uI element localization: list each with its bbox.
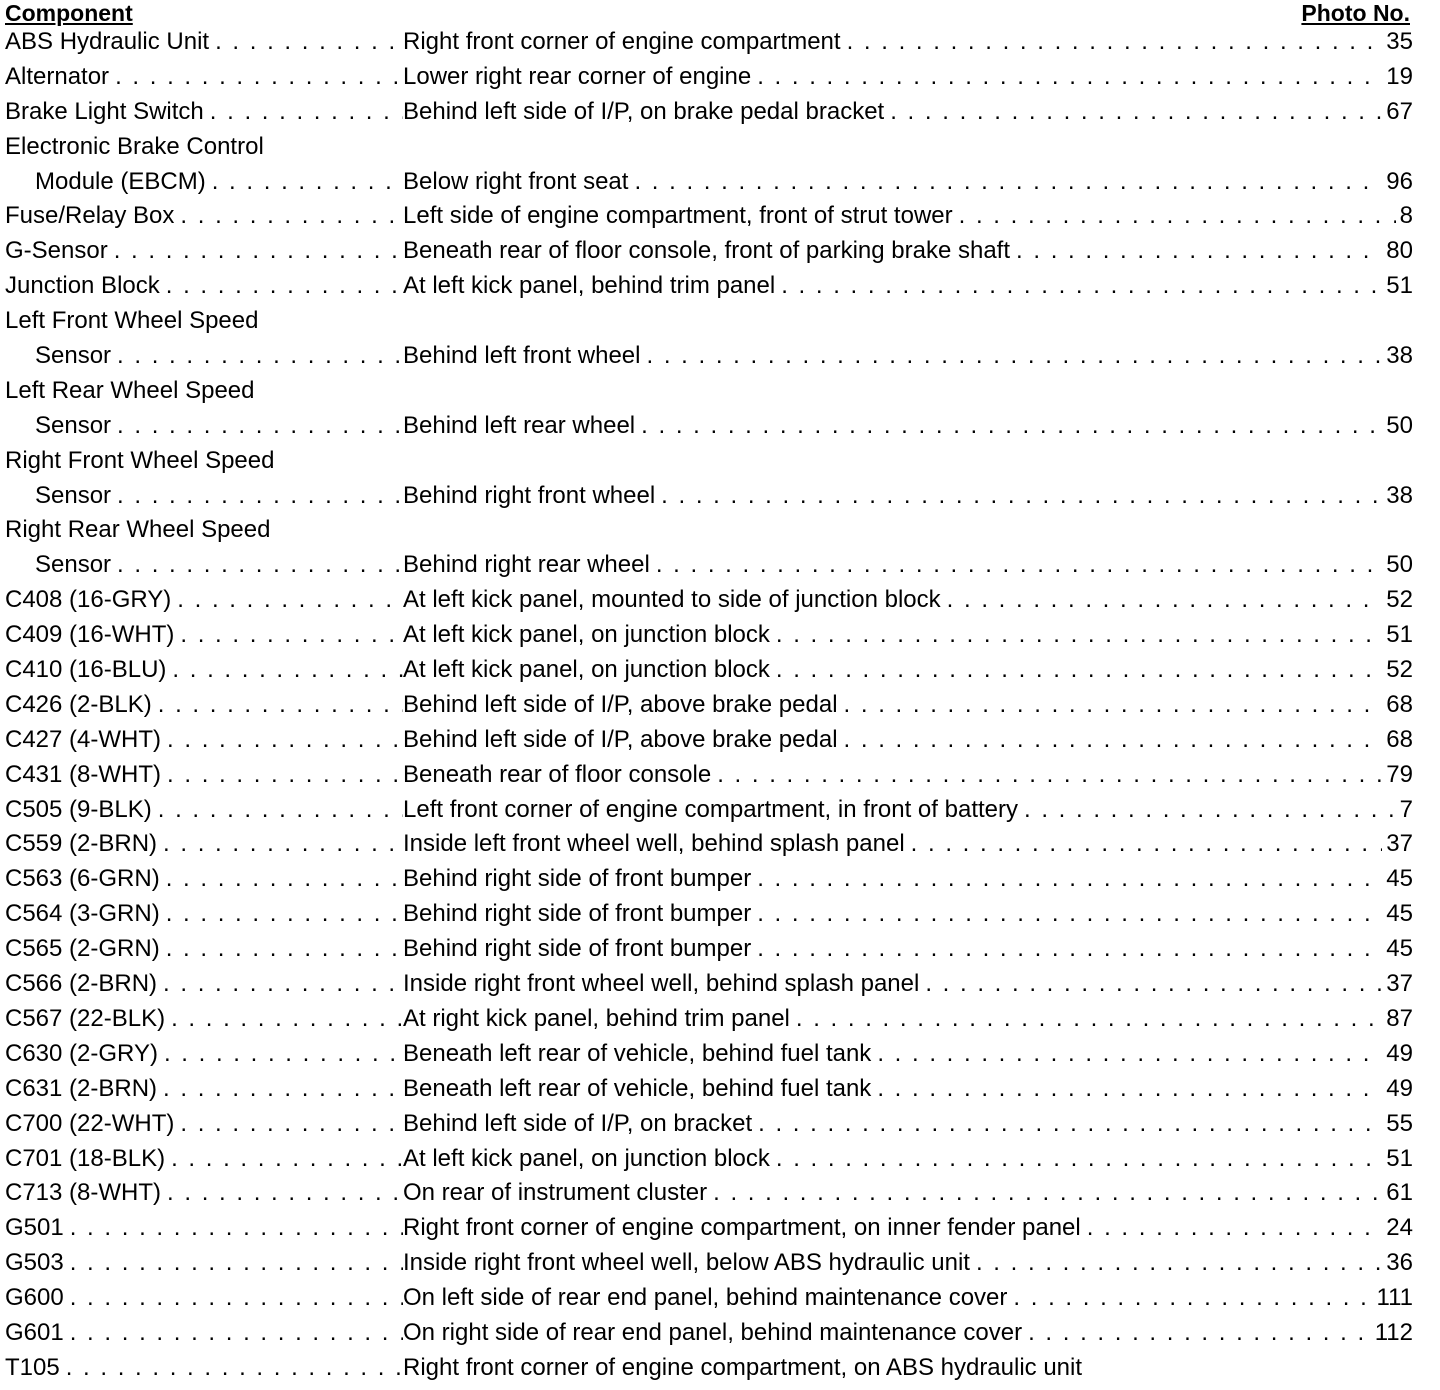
dot-leader (117, 548, 403, 583)
component-name: C565 (2-GRN) (5, 935, 160, 963)
table-row (5, 1351, 1413, 1386)
component-cell (5, 827, 403, 862)
table-row (5, 374, 1413, 409)
dot-leader (163, 827, 403, 862)
location-cell (403, 827, 1413, 862)
component-cell (5, 165, 403, 200)
photo-number: 79 (1386, 760, 1413, 788)
photo-number: 19 (1386, 62, 1413, 90)
table-row (5, 618, 1413, 653)
dot-leader (877, 1072, 1382, 1107)
photo-number: 45 (1386, 935, 1413, 963)
location-cell (403, 897, 1413, 932)
component-name: Module (EBCM) (35, 167, 206, 195)
component-column-header: Component (5, 0, 133, 26)
location-text: Left side of engine compartment, front of strut tower (403, 202, 953, 230)
component-name: Sensor (35, 411, 112, 439)
table-row (5, 165, 1413, 200)
component-name: Left Rear Wheel Speed (5, 376, 255, 404)
location-cell (403, 862, 1413, 897)
location-text: Behind left side of I/P, on bracket (403, 1109, 753, 1137)
location-cell (403, 1281, 1413, 1316)
component-name: Sensor (35, 342, 112, 370)
dot-leader (717, 758, 1382, 793)
table-row (5, 1281, 1413, 1316)
location-text: On rear of instrument cluster (403, 1179, 708, 1207)
table-row (5, 1246, 1413, 1281)
table-row (5, 583, 1413, 618)
component-name: C701 (18-BLK) (5, 1144, 166, 1172)
dot-leader (1028, 1316, 1371, 1351)
dot-leader (646, 339, 1382, 374)
dot-leader (1024, 793, 1396, 828)
dot-leader (172, 653, 403, 688)
dot-leader (661, 479, 1382, 514)
table-row (5, 1142, 1413, 1177)
photo-number: 8 (1399, 202, 1413, 230)
location-text: Behind left side of I/P, above brake pedal (403, 690, 838, 718)
photo-number: 80 (1386, 237, 1413, 265)
table-row (5, 513, 1413, 548)
dot-leader (976, 1246, 1382, 1281)
location-text: Behind right side of front bumper (403, 900, 752, 928)
dot-leader (844, 688, 1383, 723)
location-cell (403, 1037, 1413, 1072)
component-cell (5, 25, 403, 60)
table-row (5, 723, 1413, 758)
table-row (5, 234, 1413, 269)
component-cell (5, 793, 403, 828)
dot-leader (66, 1351, 403, 1386)
table-row (5, 95, 1413, 130)
dot-leader (114, 234, 403, 269)
location-text: Behind right side of front bumper (403, 865, 752, 893)
component-name: Fuse/Relay Box (5, 202, 175, 230)
component-name: Junction Block (5, 272, 160, 300)
photo-number: 36 (1386, 1249, 1413, 1277)
location-text: Behind right side of front bumper (403, 935, 752, 963)
component-cell (5, 862, 403, 897)
table-row (5, 1107, 1413, 1142)
component-cell (5, 374, 403, 409)
location-cell (403, 1316, 1413, 1351)
dot-leader (776, 653, 1382, 688)
dot-leader (1013, 1281, 1372, 1316)
location-cell (403, 199, 1413, 234)
component-name: C409 (16-WHT) (5, 621, 175, 649)
component-cell (5, 1246, 403, 1281)
photo-number: 51 (1386, 621, 1413, 649)
dot-leader (167, 758, 403, 793)
dot-leader (158, 793, 403, 828)
component-cell (5, 758, 403, 793)
dot-leader (776, 618, 1382, 653)
component-cell (5, 1002, 403, 1037)
location-cell (403, 234, 1413, 269)
dot-leader (1087, 1211, 1383, 1246)
location-text: Behind left rear wheel (403, 411, 636, 439)
dot-leader (890, 95, 1382, 130)
location-text: Left front corner of engine compartment, in front of battery (403, 795, 1018, 823)
component-name: ABS Hydraulic Unit (5, 28, 210, 55)
component-cell (5, 723, 403, 758)
location-text: Behind left front wheel (403, 342, 641, 370)
dot-leader (215, 25, 403, 60)
table-row (5, 339, 1413, 374)
table-row (5, 130, 1413, 165)
dot-leader (634, 165, 1382, 200)
component-cell (5, 688, 403, 723)
table-row (5, 409, 1413, 444)
component-name: Sensor (35, 481, 112, 509)
photo-number: 50 (1386, 551, 1413, 579)
table-row (5, 548, 1413, 583)
location-cell (403, 1142, 1413, 1177)
location-text: Right front corner of engine compartment (403, 28, 841, 55)
component-name: Right Rear Wheel Speed (5, 516, 271, 544)
component-name: Brake Light Switch (5, 97, 204, 125)
component-name: Right Front Wheel Speed (5, 446, 275, 474)
component-name: C431 (8-WHT) (5, 760, 162, 788)
photo-number: 37 (1386, 970, 1413, 998)
dot-leader (166, 269, 403, 304)
dot-leader (959, 199, 1396, 234)
location-text: Behind left side of I/P, on brake pedal bracket (403, 97, 885, 125)
dot-leader (166, 897, 403, 932)
photo-number: 49 (1386, 1074, 1413, 1102)
component-cell (5, 444, 403, 479)
location-cell (403, 409, 1413, 444)
dot-leader (1016, 234, 1382, 269)
dot-leader (163, 1072, 403, 1107)
component-cell (5, 583, 403, 618)
location-cell (403, 723, 1413, 758)
location-cell (403, 967, 1413, 1002)
photo-number: 68 (1386, 690, 1413, 718)
component-cell (5, 618, 403, 653)
table-row (5, 304, 1413, 339)
component-name: C559 (2-BRN) (5, 830, 158, 858)
photo-number: 55 (1386, 1109, 1413, 1137)
dot-leader (167, 723, 403, 758)
table-row (5, 827, 1413, 862)
component-cell (5, 1142, 403, 1177)
location-cell (403, 339, 1413, 374)
location-text: Inside left front wheel well, behind splash panel (403, 830, 905, 858)
table-row (5, 793, 1413, 828)
component-cell (5, 1107, 403, 1142)
dot-leader (117, 339, 403, 374)
table-row (5, 444, 1413, 479)
component-cell (5, 967, 403, 1002)
location-text: Below right front seat (403, 167, 629, 195)
table-row (5, 60, 1413, 95)
dot-leader (925, 967, 1382, 1002)
component-name: C713 (8-WHT) (5, 1179, 162, 1207)
dot-leader (163, 967, 403, 1002)
component-name: G-Sensor (5, 237, 108, 265)
component-name: Sensor (35, 551, 112, 579)
component-name: C631 (2-BRN) (5, 1074, 158, 1102)
dot-leader (117, 479, 403, 514)
location-text: At right kick panel, behind trim panel (403, 1004, 790, 1032)
photo-number: 68 (1386, 725, 1413, 753)
location-cell (403, 653, 1413, 688)
component-cell (5, 653, 403, 688)
component-name: T105 (5, 1353, 60, 1381)
photo-number: 35 (1386, 28, 1413, 55)
location-text: Lower right rear corner of engine (403, 62, 752, 90)
component-cell (5, 1072, 403, 1107)
dot-leader (180, 618, 403, 653)
component-cell (5, 1211, 403, 1246)
component-name: C408 (16-GRY) (5, 586, 172, 614)
component-cell (5, 95, 403, 130)
table-row (5, 1037, 1413, 1072)
location-text: Right front corner of engine compartment, on inner fender panel (403, 1214, 1081, 1242)
component-name: G503 (5, 1249, 64, 1277)
location-cell (403, 60, 1413, 95)
location-cell (403, 1176, 1413, 1211)
dot-leader (70, 1211, 403, 1246)
location-cell (403, 95, 1413, 130)
dot-leader (911, 827, 1383, 862)
component-location-table (5, 25, 1413, 1386)
dot-leader (180, 1107, 403, 1142)
dot-leader (164, 1037, 403, 1072)
photo-number: 45 (1386, 900, 1413, 928)
dot-leader (847, 25, 1383, 60)
component-cell (5, 479, 403, 514)
dot-leader (171, 1142, 403, 1177)
dot-leader (180, 199, 403, 234)
photo-number: 111 (1376, 1284, 1413, 1312)
component-cell (5, 1037, 403, 1072)
location-text: Beneath left rear of vehicle, behind fuel tank (403, 1074, 872, 1102)
component-name: G600 (5, 1284, 64, 1312)
location-cell (403, 583, 1413, 618)
table-row (5, 269, 1413, 304)
photo-number: 37 (1386, 830, 1413, 858)
component-name: Electronic Brake Control (5, 132, 264, 160)
photo-number: 51 (1386, 1144, 1413, 1172)
table-row (5, 25, 1413, 60)
dot-leader (167, 1176, 403, 1211)
dot-leader (947, 583, 1383, 618)
location-text: Beneath left rear of vehicle, behind fuel tank (403, 1039, 872, 1067)
dot-leader (641, 409, 1382, 444)
component-name: C564 (3-GRN) (5, 900, 160, 928)
location-cell (403, 1072, 1413, 1107)
table-row (5, 653, 1413, 688)
location-cell (403, 25, 1413, 60)
location-cell (403, 479, 1413, 514)
component-name: C567 (22-BLK) (5, 1004, 166, 1032)
photo-number: 50 (1386, 411, 1413, 439)
location-cell (403, 269, 1413, 304)
dot-leader (757, 897, 1382, 932)
dot-leader (177, 583, 403, 618)
dot-leader (781, 269, 1382, 304)
dot-leader (844, 723, 1383, 758)
component-name: C563 (6-GRN) (5, 865, 160, 893)
location-cell (403, 793, 1413, 828)
dot-leader (796, 1002, 1382, 1037)
location-cell (403, 688, 1413, 723)
component-cell (5, 897, 403, 932)
photo-number: 67 (1386, 97, 1413, 125)
photo-number: 49 (1386, 1039, 1413, 1067)
photo-number: 112 (1374, 1318, 1413, 1346)
table-row (5, 1316, 1413, 1351)
photo-number: 61 (1386, 1179, 1413, 1207)
component-name: C410 (16-BLU) (5, 656, 167, 684)
component-cell (5, 130, 403, 165)
dot-leader (166, 932, 403, 967)
component-cell (5, 548, 403, 583)
location-text: At left kick panel, on junction block (403, 621, 770, 649)
photo-number: 24 (1386, 1214, 1413, 1242)
table-row (5, 1072, 1413, 1107)
location-cell (403, 165, 1413, 200)
location-cell (403, 758, 1413, 793)
component-cell (5, 513, 403, 548)
dot-leader (166, 862, 403, 897)
component-name: C566 (2-BRN) (5, 970, 158, 998)
table-row (5, 688, 1413, 723)
dot-leader (171, 1002, 403, 1037)
component-cell (5, 409, 403, 444)
component-cell (5, 1281, 403, 1316)
location-cell (403, 1351, 1413, 1386)
location-text: Inside right front wheel well, below ABS hydraulic unit (403, 1249, 970, 1277)
location-text: On left side of rear end panel, behind maintenance cover (403, 1284, 1008, 1312)
dot-leader (757, 932, 1382, 967)
location-text: At left kick panel, mounted to side of junction block (403, 586, 941, 614)
component-cell (5, 234, 403, 269)
location-cell (403, 1246, 1413, 1281)
component-name: C630 (2-GRY) (5, 1039, 158, 1067)
location-text: Inside right front wheel well, behind splash panel (403, 970, 920, 998)
table-row (5, 479, 1413, 514)
photo-number: 52 (1386, 656, 1413, 684)
dot-leader (158, 688, 403, 723)
location-cell (403, 1002, 1413, 1037)
table-row (5, 1211, 1413, 1246)
component-name: G501 (5, 1214, 64, 1242)
dot-leader (757, 60, 1382, 95)
table-row (5, 932, 1413, 967)
component-name: Alternator (5, 62, 110, 90)
location-text: On right side of rear end panel, behind maintenance cover (403, 1318, 1023, 1346)
dot-leader (70, 1316, 403, 1351)
component-cell (5, 304, 403, 339)
table-row (5, 967, 1413, 1002)
table-row (5, 758, 1413, 793)
location-cell (403, 1107, 1413, 1142)
photo-number: 51 (1386, 272, 1413, 300)
component-cell (5, 1316, 403, 1351)
component-cell (5, 1351, 403, 1386)
component-cell (5, 269, 403, 304)
table-row (5, 1176, 1413, 1211)
photo-number: 87 (1386, 1004, 1413, 1032)
dot-leader (776, 1142, 1382, 1177)
dot-leader (70, 1281, 403, 1316)
location-text: At left kick panel, behind trim panel (403, 272, 776, 300)
location-text: Beneath rear of floor console, front of parking brake shaft (403, 237, 1011, 265)
location-text: Behind right front wheel (403, 481, 656, 509)
table-header (5, 0, 1410, 26)
location-text: At left kick panel, on junction block (403, 1144, 770, 1172)
dot-leader (757, 862, 1382, 897)
dot-leader (877, 1037, 1382, 1072)
component-cell (5, 1176, 403, 1211)
photo-number: 38 (1386, 342, 1413, 370)
table-row (5, 862, 1413, 897)
photo-number: 38 (1386, 481, 1413, 509)
dot-leader (713, 1176, 1382, 1211)
photo-number: 96 (1386, 167, 1413, 195)
component-cell (5, 199, 403, 234)
location-cell (403, 1211, 1413, 1246)
photo-number-column-header: Photo No. (1301, 0, 1410, 26)
component-cell (5, 932, 403, 967)
dot-leader (117, 409, 403, 444)
table-row (5, 199, 1413, 234)
location-cell (403, 932, 1413, 967)
component-name: C505 (9-BLK) (5, 795, 152, 823)
dot-leader (210, 95, 403, 130)
component-name: C427 (4-WHT) (5, 725, 162, 753)
component-cell (5, 60, 403, 95)
dot-leader (758, 1107, 1382, 1142)
component-name: C700 (22-WHT) (5, 1109, 175, 1137)
component-cell (5, 339, 403, 374)
component-name: G601 (5, 1318, 64, 1346)
dot-leader (212, 165, 403, 200)
table-row (5, 897, 1413, 932)
photo-number: 7 (1399, 795, 1413, 823)
location-cell (403, 548, 1413, 583)
location-cell (403, 618, 1413, 653)
location-text: Right front corner of engine compartment, on ABS hydraulic unit (403, 1353, 1083, 1381)
location-text: Behind right rear wheel (403, 551, 650, 579)
photo-number: 52 (1386, 586, 1413, 614)
dot-leader (70, 1246, 403, 1281)
location-text: Beneath rear of floor console (403, 760, 712, 788)
dot-leader (115, 60, 403, 95)
location-text: Behind left side of I/P, above brake pedal (403, 725, 838, 753)
location-text: At left kick panel, on junction block (403, 656, 770, 684)
component-name: Left Front Wheel Speed (5, 307, 259, 335)
photo-number: 45 (1386, 865, 1413, 893)
component-name: C426 (2-BLK) (5, 690, 152, 718)
table-row (5, 1002, 1413, 1037)
dot-leader (656, 548, 1382, 583)
